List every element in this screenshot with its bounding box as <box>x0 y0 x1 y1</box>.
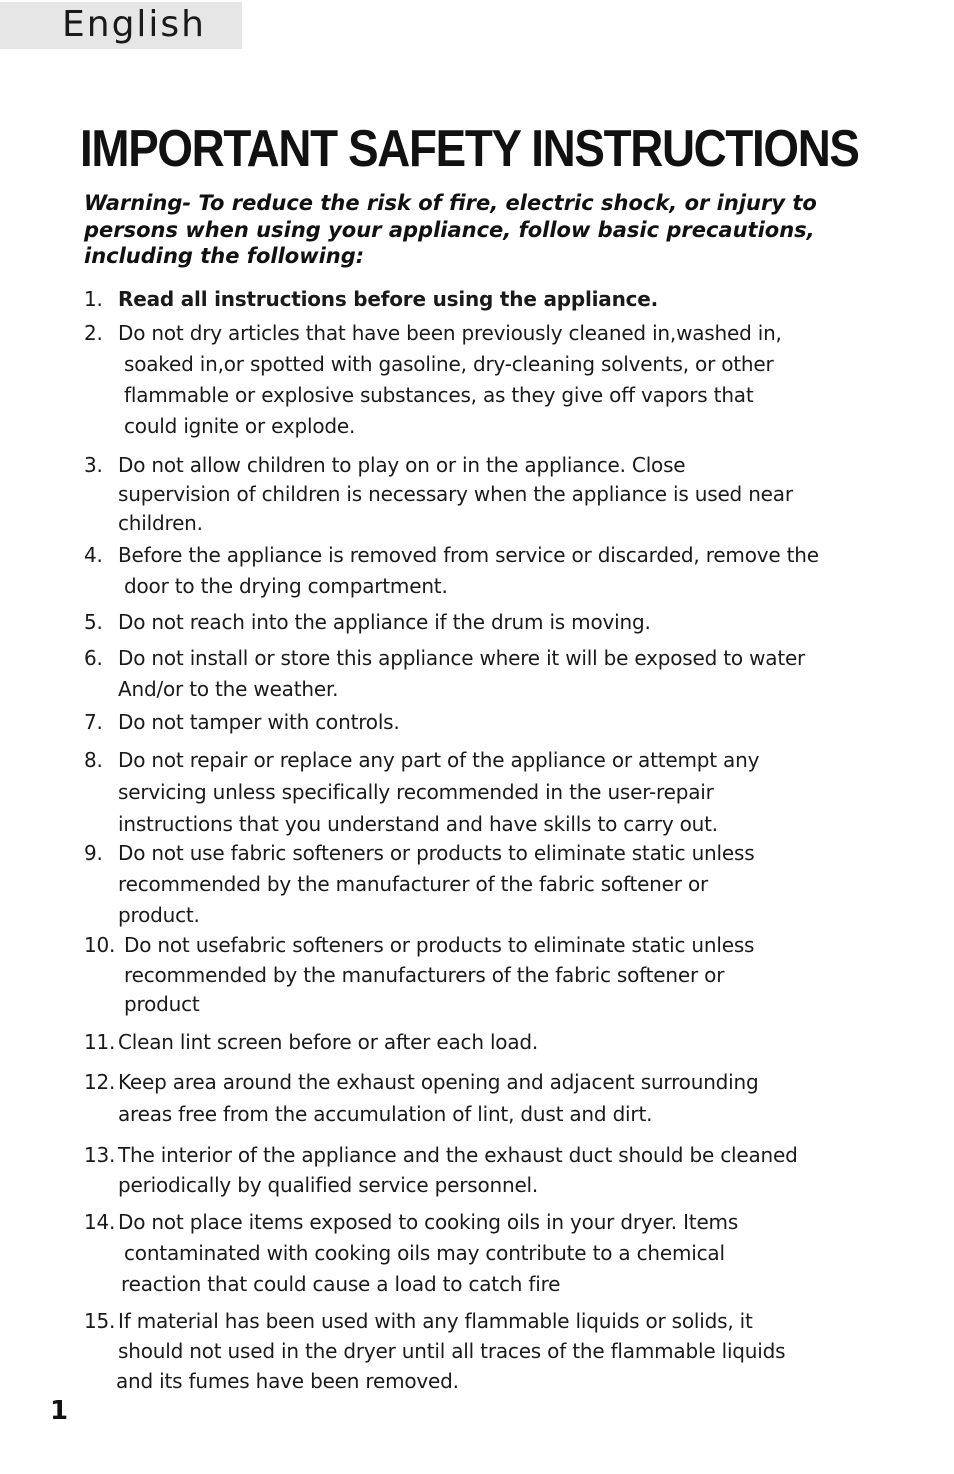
item-text: should not used in the dryer until all traces of the flammable liquids <box>118 1339 786 1363</box>
language-tab <box>0 2 242 49</box>
page-title: IMPORTANT SAFETY INSTRUCTIONS <box>80 120 859 178</box>
item-text: flammable or explosive substances, as they give off vapors that <box>124 383 754 407</box>
item-number: 9. <box>84 841 103 865</box>
item-text: Clean lint screen before or after each load. <box>118 1030 539 1054</box>
item-number: 2. <box>84 321 103 345</box>
item-text: Read all instructions before using the appliance. <box>118 287 659 311</box>
item-number: 12. <box>84 1070 116 1094</box>
item-number: 14. <box>84 1210 116 1234</box>
item-text: areas free from the accumulation of lint, dust and dirt. <box>118 1102 653 1126</box>
item-number: 1. <box>84 287 103 311</box>
instruction-item-12 <box>84 1066 914 1130</box>
warning-text: Warning- To reduce the risk of fire, electric shock, or injury to persons when using your appliance, follow basic precautions, including the following: <box>84 191 817 268</box>
item-text: product <box>124 992 200 1016</box>
item-number: 10. <box>84 933 116 957</box>
instruction-item-4 <box>84 540 914 602</box>
item-text: servicing unless specifically recommended in the user-repair <box>118 780 714 804</box>
instruction-item-9 <box>84 838 914 931</box>
item-text: If material has been used with any flammable liquids or solids, it <box>118 1309 753 1333</box>
page-number: 1 <box>50 1396 69 1426</box>
item-text: product. <box>118 903 200 927</box>
item-text: Do not allow children to play on or in the appliance. Close <box>118 453 686 477</box>
instruction-item-3 <box>84 451 914 538</box>
instruction-item-1 <box>84 284 914 315</box>
instruction-item-15 <box>84 1306 914 1396</box>
item-text: Do not use fabric softeners or products to eliminate static unless <box>118 841 755 865</box>
item-text: Keep area around the exhaust opening and adjacent surrounding <box>118 1070 759 1094</box>
item-number: 13. <box>84 1143 116 1167</box>
item-text: The interior of the appliance and the exhaust duct should be cleaned <box>118 1143 798 1167</box>
item-text: periodically by qualified service personnel. <box>118 1173 539 1197</box>
item-text: Before the appliance is removed from service or discarded, remove the <box>118 543 819 567</box>
item-text: Do not repair or replace any part of the appliance or attempt any <box>118 748 760 772</box>
item-number: 7. <box>84 710 103 734</box>
item-text: recommended by the manufacturer of the fabric softener or <box>118 872 709 896</box>
language-label: English <box>62 4 206 45</box>
item-text: contaminated with cooking oils may contribute to a chemical <box>124 1241 725 1265</box>
instruction-item-13 <box>84 1140 914 1200</box>
item-number: 8. <box>84 748 103 772</box>
item-number: 4. <box>84 543 103 567</box>
item-text: Do not dry articles that have been previously cleaned in,washed in, <box>118 321 782 345</box>
item-text: door to the drying compartment. <box>124 574 448 598</box>
item-text: reaction that could cause a load to catch fire <box>121 1272 561 1296</box>
item-number: 6. <box>84 646 103 670</box>
item-text: could ignite or explode. <box>124 414 356 438</box>
instruction-item-5 <box>84 607 914 638</box>
instruction-item-7 <box>84 707 914 738</box>
item-text: Do not reach into the appliance if the drum is moving. <box>118 610 651 634</box>
item-text: Do not install or store this appliance where it will be exposed to water <box>118 646 806 670</box>
item-number: 15. <box>84 1309 116 1333</box>
item-text: Do not usefabric softeners or products to eliminate static unless <box>124 933 755 957</box>
item-text: instructions that you understand and have skills to carry out. <box>118 812 718 836</box>
item-text: Do not place items exposed to cooking oils in your dryer. Items <box>118 1210 739 1234</box>
instruction-item-10 <box>84 931 914 1020</box>
instruction-item-2 <box>84 318 914 442</box>
item-text: And/or to the weather. <box>118 677 339 701</box>
item-text: recommended by the manufacturers of the fabric softener or <box>124 962 725 987</box>
item-text: children. <box>118 511 203 535</box>
item-number: 11. <box>84 1030 116 1054</box>
item-text: and its fumes have been removed. <box>116 1369 459 1393</box>
instruction-item-14 <box>84 1207 914 1300</box>
item-text: soaked in,or spotted with gasoline, dry-cleaning solvents, or other <box>124 352 774 376</box>
instruction-item-6 <box>84 643 914 705</box>
item-text: Do not tamper with controls. <box>118 710 400 734</box>
instruction-item-8 <box>84 744 914 840</box>
item-number: 5. <box>84 610 103 634</box>
item-text: supervision of children is necessary when the appliance is used near <box>118 482 793 506</box>
instruction-item-11 <box>84 1027 914 1058</box>
item-number: 3. <box>84 453 103 477</box>
